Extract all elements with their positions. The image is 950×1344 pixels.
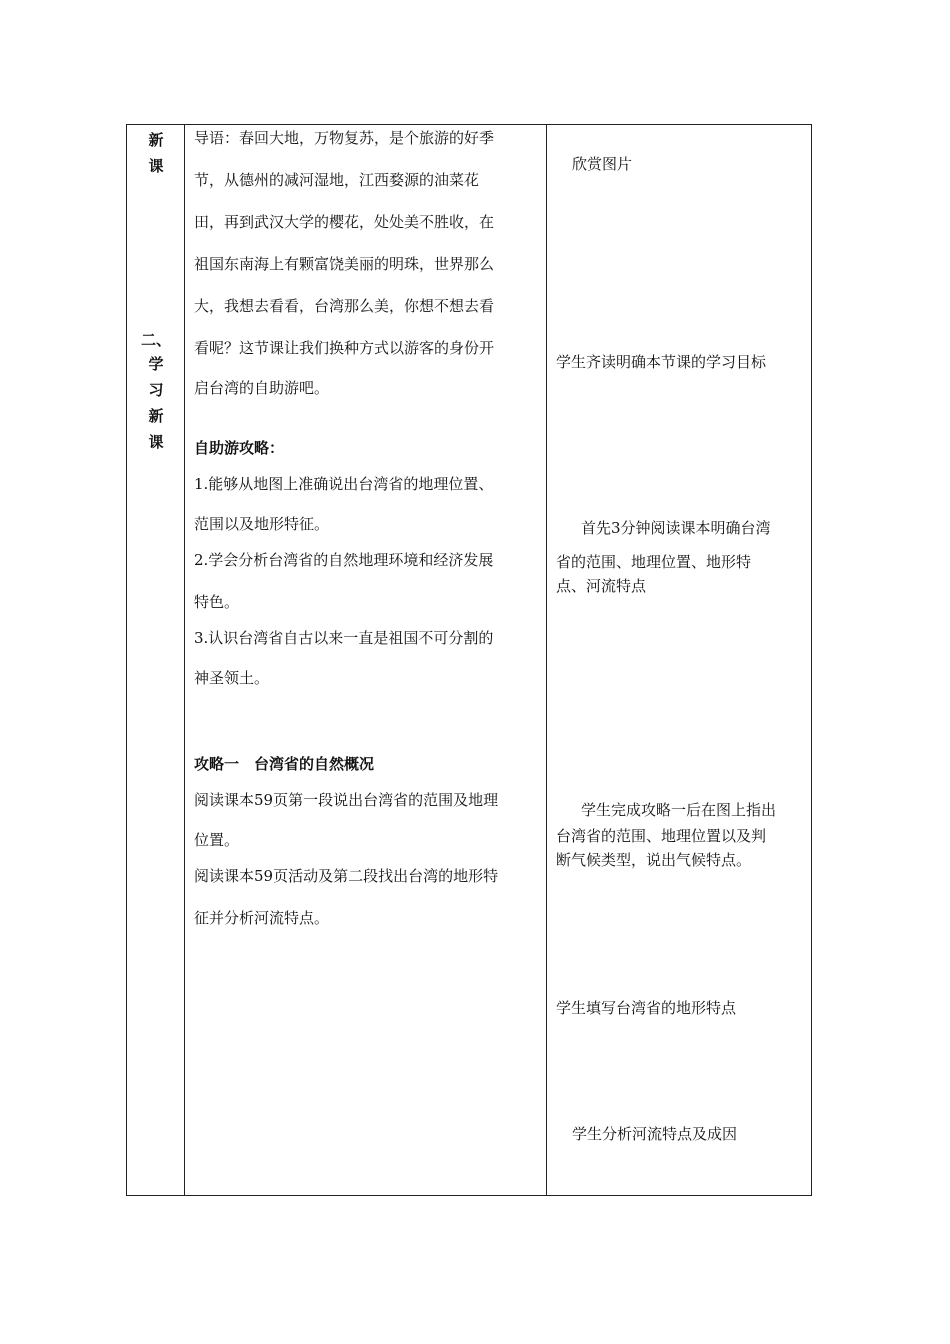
intro-line: 启台湾的自助游吧。 — [194, 379, 330, 397]
intro-line: 导语：春回大地，万物复苏，是个旅游的好季 — [194, 129, 495, 147]
label-char: 新 — [148, 407, 164, 425]
intro-line: 节，从德州的减河湿地，江西婺源的油菜花 — [194, 171, 480, 189]
section-number: 二、 — [140, 331, 171, 349]
student-activity-line: 省的范围、地理位置、地形特 — [556, 553, 752, 571]
strategy-line: 阅读课本59页第一段说出台湾省的范围及地理 — [194, 791, 499, 809]
student-activity-line: 台湾省的范围、地理位置以及判 — [556, 827, 767, 845]
label-char: 学 — [148, 355, 164, 373]
intro-line: 大，我想去看看，台湾那么美，你想不想去看 — [194, 297, 495, 315]
student-activity-line: 断气候类型，说出气候特点。 — [556, 851, 752, 869]
intro-line: 祖国东南海上有颗富饶美丽的明珠，世界那么 — [194, 255, 495, 273]
goal-line: 特色。 — [194, 593, 240, 611]
lesson-plan-table — [126, 124, 812, 1196]
label-char: 课 — [148, 433, 164, 451]
label-char: 习 — [148, 381, 164, 399]
goal-line: 神圣领土。 — [194, 669, 270, 687]
goal-line: 3.认识台湾省自古以来一直是祖国不可分割的 — [194, 629, 494, 647]
student-activity: 欣赏图片 — [572, 155, 633, 173]
goal-line: 1.能够从地图上准确说出台湾省的地理位置、 — [194, 475, 494, 493]
goal-line: 范围以及地形特征。 — [194, 515, 330, 533]
teacher-activity-column — [185, 125, 547, 1195]
student-activity: 学生齐读明确本节课的学习目标 — [556, 353, 767, 371]
strategy-heading: 攻略一 台湾省的自然概况 — [194, 755, 375, 773]
student-activity: 学生分析河流特点及成因 — [572, 1125, 738, 1143]
intro-line: 田，再到武汉大学的樱花，处处美不胜收，在 — [194, 213, 495, 231]
student-activity-line: 学生完成攻略一后在图上指出 — [581, 801, 777, 819]
student-activity-line: 点、河流特点 — [556, 577, 647, 595]
goal-line: 2.学会分析台湾省的自然地理环境和经济发展 — [194, 551, 494, 569]
guide-heading: 自助游攻略： — [194, 439, 285, 457]
student-activity: 学生填写台湾省的地形特点 — [556, 999, 737, 1017]
strategy-line: 阅读课本59页活动及第二段找出台湾的地形特 — [194, 867, 499, 885]
section-label-column — [127, 125, 185, 1195]
label-char: 课 — [148, 157, 164, 175]
intro-line: 看呢？这节课让我们换种方式以游客的身份开 — [194, 339, 495, 357]
strategy-line: 位置。 — [194, 831, 240, 849]
student-activity-line: 首先3分钟阅读课本明确台湾 — [581, 519, 771, 537]
student-activity-column — [547, 125, 811, 1195]
strategy-line: 征并分析河流特点。 — [194, 909, 330, 927]
label-char: 新 — [148, 131, 164, 149]
